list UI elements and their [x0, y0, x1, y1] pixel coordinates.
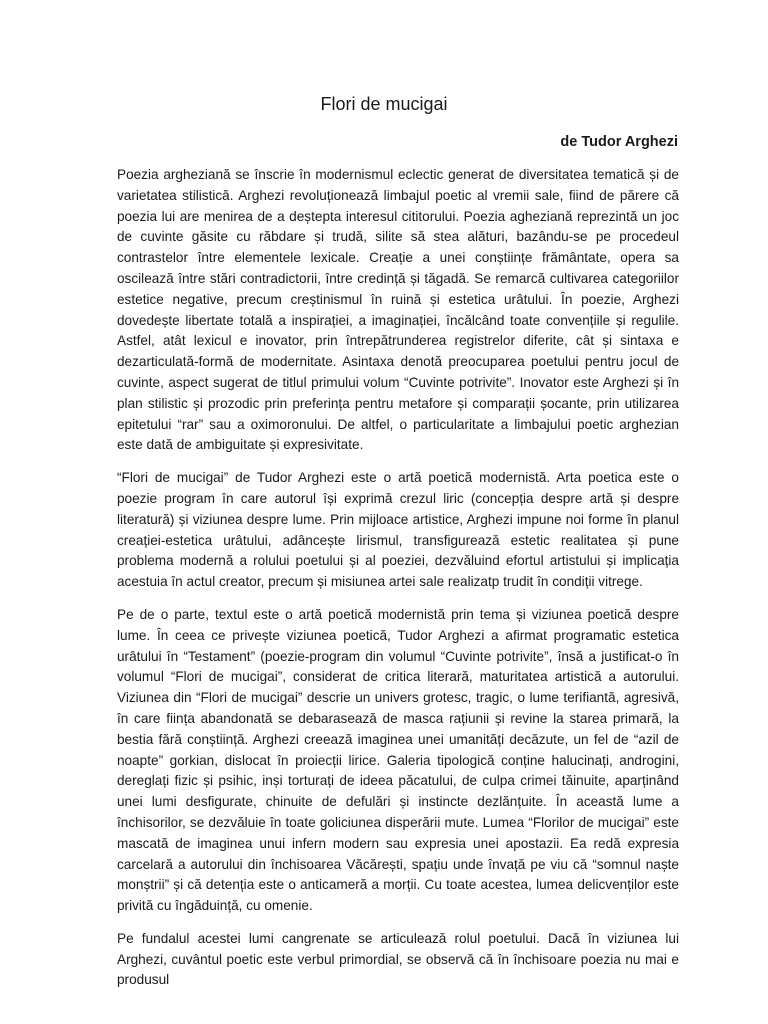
- paragraph: Pe fundalul acestei lumi cangrenate se articulează rolul poetului. Dacă în viziunea lui Arghezi, cuvântul poetic este verbul primordial, se observă că în închisoare poezia nu mai e produsul: [117, 930, 679, 988]
- paragraph: “Flori de mucigai” de Tudor Arghezi este o artă poetică modernistă. Arta poetica este o poezie program în care autorul își exprimă crezul liric (concepția despre artă și despre literatură) și viziunea despre lume. Prin mijloace artistice, Arghezi impune noi forme în planul creației-estetica urâtului, adâncește lirismul, transfigurează estetic realitatea și pune problema modernă a rolului poetului și al poeziei, dezvăluind efortul artistului și implicația acestuia în actul creator, precum și misiunea artei sale realizatp trudit în condiții vitrege.: [117, 470, 679, 590]
- document-title: Flori de mucigai: [320, 94, 448, 114]
- paragraph: Poezia argheziană se înscrie în modernismul eclectic generat de diversitatea tematică și de varietatea stilistică. Arghezi revoluționează limbajul poetic al vremii sale, fiind de părere că poezia lui are menirea de a deștepta interesul cititorului. Poezia agheziană reprezintă un joc de cuvinte găsite cu răbdare și trudă, silite să stea alături, bazându-se pe procedeul contrastelor între elementele lexicale. Creație a unei conștiințe frământate, opera sa oscilează între stări contradictorii, între credință și tăgadă. Se remarcă cultivarea categoriilor estetice negative, precum creștinismul în ruină și estetica urâtului. În poezie, Arghezi dovedește libertate totală a inspirației, a imaginației, încălcând toate convențiile și regulile. Astfel, atât lexicul e inovator, prin întrepătrunderea registrelor diferite, cât și sintaxa e dezarticulată-formă de modernitate. Asintaxa denotă preocuparea poetului pentru jocul de cuvinte, aspect sugerat de titlul primului volum “Cuvinte potrivite”. Inovator este Arghezi și în plan stilistic și prozodic prin preferința pentru metafore și comparații șocante, prin utilizarea epitetului “rar” sau a oximoronului. De altfel, o particularitate a limbajului poetic arghezian este dată de ambiguitate și expresivitate.: [117, 167, 679, 453]
- document-author: de Tudor Arghezi: [560, 134, 678, 150]
- paragraph: Pe de o parte, textul este o artă poetică modernistă prin tema și viziunea poetică despre lume. În ceea ce privește viziunea poetică, Tudor Arghezi a afirmat programatic estetica urâtului în “Testament” (poezie-program din volumul “Cuvinte potrivite”, însă a justificat-o în volumul “Flori de mucigai”, considerat de critica literară, maturitatea artistică a autorului. Viziunea din “Flori de mucigai” descrie un univers grotesc, tragic, o lume terifiantă, agresivă, în care ființa abandonată se debarasează de masca rațiunii și revine la starea primară, la bestia fără conștiință. Arghezi creează imaginea unei umanități decăzute, un fel de “azil de noapte” gorkian, dislocat în proiecții lirice. Galeria tipologică conține halucinați, androgini, dereglați fizic și psihic, inși torturați de ideea păcatului, de culpa crimei tăinuite, aparținând unei lumi desfigurate, chinuite de defulări și instincte dezlănțuite. În această lume a închisorilor, se dezvăluie în toate goliciunea disperării mute. Lumea “Florilor de mucigai” este mascată de imaginea unui infern modern sau expresia unei apostazii. Ea redă expresia carcelară a autorului din închisoarea Văcărești, spațiu unde învață pe viu că “somnul naște monștrii” și că detenția este o anticameră a morții. Cu toate acestea, lumea delicvenților este privită cu îngăduință, cu omenie.: [117, 606, 679, 914]
- document-body: [117, 165, 679, 1003]
